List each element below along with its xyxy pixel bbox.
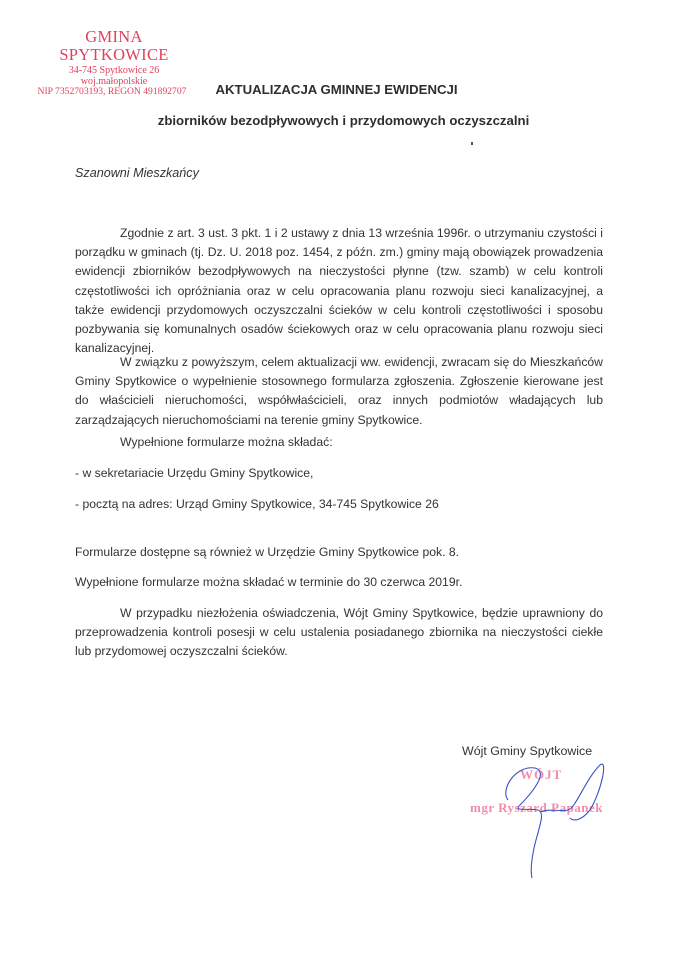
handwritten-signature	[490, 760, 630, 880]
stamp-region: woj.małopolskie	[80, 76, 148, 88]
salutation: Szanowni Mieszkańcy	[75, 166, 199, 180]
stamp-address: 34-745 Spytkowice 26	[68, 64, 160, 76]
stamp-ids: NIP 7352703193, REGON 491892707	[37, 86, 187, 98]
paragraph-submission-intro: Wypełnione formularze można składać:	[120, 435, 333, 449]
stamp-gmina-name: GMINA SPYTKOWICE	[59, 27, 169, 65]
stamp-signer-name: mgr Ryszard Papanek	[470, 800, 604, 815]
signature-stroke	[506, 768, 542, 878]
signature-stroke	[540, 764, 604, 820]
paragraph-inspection-notice: W przypadku niezłożenia oświadczenia, Wójt Gminy Spytkowice, będzie uprawniony do przeprowadzenia kontroli posesji w celu ustalenia posiadanego zbiornika na nieczystości ciekłe lub przydomowej oczyszczalni ścieków.	[75, 606, 603, 659]
document-subtitle: zbiorników bezodpływowych i przydomowych oczyszczalni	[157, 113, 530, 128]
signer-title: Wójt Gminy Spytkowice	[462, 744, 593, 758]
list-item-secretariat: - w sekretariacie Urzędu Gminy Spytkowice,	[75, 466, 314, 480]
scan-speck	[471, 142, 473, 145]
paragraph-deadline: Wypełnione formularze można składać w terminie do 30 czerwca 2019r.	[75, 575, 463, 589]
stamp-wojt-title: WÓJT	[520, 767, 563, 782]
paragraph-legal-basis: Zgodnie z art. 3 ust. 3 pkt. 1 i 2 ustawy z dnia 13 września 1996r. o utrzymaniu czystości i porządku w gminach (tj. Dz. U. 2018 poz. 1454, z późn. zm.) gminy mają obowiązek prowadzenia ewidencji zbiorników bezodpływowych na nieczystości płynne (tzw. szamb) w celu kontroli częstotliwości ich opróżniania oraz w celu opracowania planu rozwoju sieci kanalizacyjnej, a także ewidencji przydomowych oczyszczalni ścieków w celu kontroli częstotliwości i sposobu pozbywania się komunalnych osadów ściekowych oraz w celu opracowania planu rozwoju sieci kanalizacyjnej.	[75, 226, 603, 356]
list-item-post: - pocztą na adres: Urząd Gminy Spytkowice, 34-745 Spytkowice 26	[75, 497, 439, 511]
document-title: AKTUALIZACJA GMINNEJ EWIDENCJI	[215, 82, 458, 97]
paragraph-request: W związku z powyższym, celem aktualizacji ww. ewidencji, zwracam się do Mieszkańców Gminy Spytkowice o wypełnienie stosownego formularza zgłoszenia. Zgłoszenie kierowane jest do właścicieli nieruchomości, współwłaścicieli, oraz innych podmiotów władających lub zarządzających nieruchomościami na terenie gminy Spytkowice.	[75, 355, 603, 427]
paragraph-forms-available: Formularze dostępne są również w Urzędzie Gminy Spytkowice pok. 8.	[75, 545, 460, 559]
